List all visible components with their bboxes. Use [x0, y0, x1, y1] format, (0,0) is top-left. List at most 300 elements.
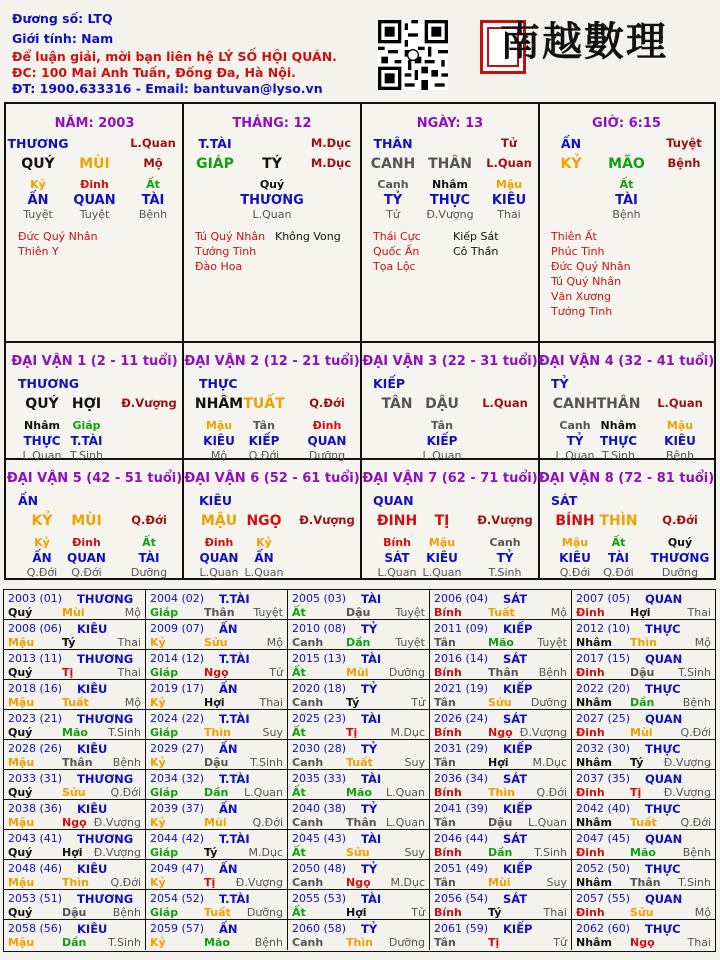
luck-cycle-phase: Q.Đới [131, 513, 167, 527]
luck-cycle-stem: NHÂM [194, 396, 244, 412]
luck-cycle-title: ĐẠI VẬN 5 (42 - 51 tuổi) [6, 471, 183, 486]
year-branch: Tuất [204, 906, 231, 919]
pillar-title: NGÀY: 13 [416, 116, 484, 131]
year-cell[interactable] [4, 650, 146, 680]
year-phase: T.Sinh [250, 756, 283, 769]
year-cell[interactable] [288, 740, 430, 770]
pillar-star: Tú Quý Nhân [551, 275, 622, 288]
luck-cycle-stem: TÂN [381, 396, 413, 412]
year-cell[interactable] [4, 620, 146, 650]
year-cell[interactable] [430, 920, 572, 950]
year-god: THƯƠNG [77, 772, 134, 786]
pillar-cell-r2: L.Quan [486, 156, 532, 170]
year-phase: Mộ [550, 606, 567, 619]
year-stem: Quý [8, 846, 33, 859]
pillar-star: Tú Quý Nhân [195, 230, 266, 243]
pillar-star: Kiếp Sát [453, 230, 499, 243]
pillar-cell-r1: T.TÀI [198, 136, 232, 151]
year-label: 2056 (54) [434, 892, 489, 905]
luck-hidden-phase: L.Quan [244, 566, 284, 579]
year-label: 2029 (27) [150, 742, 205, 755]
year-cell[interactable] [146, 710, 288, 740]
year-phase: Mộ [124, 606, 141, 619]
year-branch: Tị [62, 666, 74, 679]
year-label: 2049 (47) [150, 862, 205, 875]
year-phase: Thai [117, 666, 141, 679]
year-stem: Tân [434, 816, 456, 829]
luck-hidden-stem: Mậu [428, 536, 456, 549]
year-cell[interactable] [288, 620, 430, 650]
pillar-star: Không Vong [275, 230, 341, 243]
year-label: 2020 (18) [292, 682, 347, 695]
year-phase: M.Dục [390, 876, 425, 889]
pillar-cell-h3: L.Quan [252, 208, 292, 221]
year-branch: Ngọ [630, 936, 655, 949]
year-cell[interactable] [288, 650, 430, 680]
pillar-cell-r2: TÝ [262, 156, 282, 172]
annual-luck-table [3, 589, 716, 952]
year-label: 2015 (13) [292, 652, 347, 665]
pillar-cell-h3: Tuyệt [79, 208, 110, 221]
year-god: KIẾP [503, 622, 533, 636]
pillar-title: NĂM: 2003 [54, 116, 135, 131]
year-cell[interactable] [146, 890, 288, 920]
year-god: T.TÀI [219, 832, 250, 846]
year-branch: Mùi [62, 606, 85, 619]
luck-hidden-stem: Mậu [561, 536, 589, 549]
luck-cycle-god: KIÊU [199, 493, 233, 508]
luck-hidden-phase: L.Quan [199, 566, 239, 579]
year-cell[interactable] [288, 590, 430, 620]
pillar-cell-h3: Bệnh [138, 208, 168, 221]
year-stem: Đinh [576, 906, 605, 919]
pillar-cell-h2: ẤN [27, 193, 49, 208]
year-cell[interactable] [288, 800, 430, 830]
year-stem: Bính [434, 666, 462, 679]
year-label: 2019 (17) [150, 682, 205, 695]
luck-cycle-phase: L.Quan [657, 396, 703, 410]
year-cell[interactable] [146, 620, 288, 650]
year-cell[interactable] [572, 740, 715, 770]
pillar-cell-h3: Tử [386, 208, 400, 221]
year-cell[interactable] [288, 860, 430, 890]
year-stem: Canh [292, 876, 324, 889]
year-label: 2011 (09) [434, 622, 489, 635]
year-branch: Dần [346, 636, 371, 649]
year-stem: Mậu [8, 816, 35, 829]
year-stem: Ất [292, 846, 306, 859]
year-branch: Dậu [62, 906, 87, 919]
year-phase: Tuyệt [253, 606, 283, 619]
pillar-cell-r1: M.Dục [310, 136, 352, 150]
year-god: SÁT [503, 652, 528, 666]
year-label: 2052 (50) [576, 862, 631, 875]
year-god: QUAN [645, 832, 683, 846]
year-cell[interactable] [430, 800, 572, 830]
year-label: 2053 (51) [8, 892, 63, 905]
luck-hidden-phase: Dưỡng [661, 566, 699, 579]
year-label: 2032 (30) [576, 742, 631, 755]
year-cell[interactable] [572, 620, 715, 650]
year-cell[interactable] [430, 680, 572, 710]
year-cell[interactable] [430, 740, 572, 770]
year-stem: Kỷ [150, 816, 166, 829]
pillar-cell-h2: QUAN [73, 193, 116, 208]
year-cell[interactable] [288, 680, 430, 710]
year-phase: Đ.Vượng [663, 786, 711, 799]
year-phase: Thai [259, 696, 283, 709]
luck-cycle-god: TỶ [551, 376, 569, 391]
year-label: 2024 (22) [150, 712, 205, 725]
year-label: 2040 (38) [292, 802, 347, 815]
year-branch: Dần [204, 786, 229, 799]
contact-note: Để luận giải, mời bạn liên hệ LÝ SỐ HỘI QUÁN. [12, 49, 337, 64]
year-god: THƯƠNG [77, 712, 134, 726]
year-phase: Bệnh [112, 756, 141, 769]
year-god: TÀI [361, 712, 382, 726]
year-branch: Mùi [630, 726, 653, 739]
luck-hidden-phase: L.Quan [422, 566, 462, 579]
year-branch: Tý [62, 636, 76, 649]
year-stem: Mậu [8, 696, 35, 709]
year-phase: Thai [117, 636, 141, 649]
luck-hidden-stem: Đinh [312, 419, 342, 432]
year-cell[interactable] [430, 770, 572, 800]
gender: Giới tính: Nam [12, 31, 114, 46]
luck-cycle-stem: CANH [552, 396, 598, 412]
year-stem: Nhâm [576, 936, 612, 949]
year-god: TÀI [361, 652, 382, 666]
year-cell[interactable] [288, 890, 430, 920]
year-cell[interactable] [572, 800, 715, 830]
year-cell[interactable] [430, 830, 572, 860]
year-phase: Tuyệt [395, 606, 425, 619]
pillar-star: Văn Xương [551, 290, 611, 303]
luck-hidden-god: KIẾP [426, 434, 458, 448]
luck-hidden-stem: Mậu [666, 419, 694, 432]
year-cell[interactable] [572, 890, 715, 920]
luck-hidden-god: THỰC [23, 434, 61, 448]
year-stem: Tân [434, 876, 456, 889]
year-god: KIẾP [503, 862, 533, 876]
year-cell[interactable] [430, 710, 572, 740]
year-god: THƯƠNG [77, 832, 134, 846]
year-god: SÁT [503, 892, 528, 906]
year-phase: T.Sinh [678, 876, 711, 889]
year-god: THỰC [645, 862, 681, 876]
year-branch: Mão [346, 786, 372, 799]
year-phase: Thai [687, 606, 711, 619]
year-label: 2036 (34) [434, 772, 489, 785]
year-branch: Tuất [62, 696, 89, 709]
luck-hidden-god: ẤN [254, 551, 274, 565]
pillar-star: Đức Quý Nhân [18, 230, 98, 243]
luck-hidden-stem: Tân [253, 419, 275, 432]
luck-hidden-god: KIẾP [248, 434, 280, 448]
year-stem: Giáp [150, 906, 179, 919]
luck-hidden-god: SÁT [384, 551, 410, 565]
year-cell[interactable] [572, 710, 715, 740]
luck-hidden-stem: Canh [559, 419, 591, 432]
luck-cycle-branch: TUẤT [243, 396, 285, 412]
pillar-cell-r2: Bệnh [667, 156, 701, 170]
luck-hidden-god: T.TÀI [70, 434, 103, 448]
year-label: 2057 (55) [576, 892, 631, 905]
year-cell[interactable] [146, 770, 288, 800]
luck-cycle-branch: THÂN [596, 396, 641, 412]
year-cell[interactable] [4, 740, 146, 770]
year-cell[interactable] [572, 680, 715, 710]
year-branch: Sửu [204, 636, 228, 649]
year-stem: Nhâm [576, 876, 612, 889]
year-stem: Bính [434, 726, 462, 739]
luck-cycle-phase: Đ.Vượng [299, 513, 355, 527]
year-god: QUAN [645, 772, 683, 786]
year-branch: Thân [630, 876, 661, 889]
year-cell[interactable] [4, 590, 146, 620]
pillar-cell-h1: Quý [259, 178, 285, 191]
year-stem: Kỷ [150, 876, 166, 889]
year-stem: Kỷ [150, 756, 166, 769]
pillar-cell-r1: ẤN [560, 136, 582, 151]
year-stem: Đinh [576, 786, 605, 799]
year-god: KIẾP [503, 802, 533, 816]
year-branch: Sửu [630, 906, 654, 919]
year-cell[interactable] [146, 590, 288, 620]
year-label: 2041 (39) [434, 802, 489, 815]
year-god: KIẾP [503, 922, 533, 936]
year-cell[interactable] [572, 920, 715, 950]
pillar-cell-h2: TÀI [141, 193, 165, 208]
year-label: 2009 (07) [150, 622, 205, 635]
luck-cycle-phase: Đ.Vượng [121, 396, 177, 410]
qr-code-icon[interactable] [378, 20, 448, 90]
year-branch: Thân [488, 666, 519, 679]
pillar-cell-h1: Ất [619, 178, 634, 191]
luck-hidden-stem: Tân [431, 419, 453, 432]
luck-hidden-god: TÀI [138, 551, 160, 565]
year-cell[interactable] [4, 770, 146, 800]
luck-hidden-stem: Kỷ [34, 536, 50, 549]
year-cell[interactable] [146, 800, 288, 830]
year-cell[interactable] [4, 860, 146, 890]
year-stem: Ất [292, 906, 306, 919]
year-cell[interactable] [430, 890, 572, 920]
year-branch: Thìn [346, 936, 373, 949]
pillar-cell-h1: Canh [377, 178, 409, 191]
pillar-cell-r2: QUÝ [21, 156, 55, 172]
year-cell[interactable] [572, 770, 715, 800]
year-label: 2033 (31) [8, 772, 63, 785]
year-cell[interactable] [572, 830, 715, 860]
year-god: TÀI [361, 832, 382, 846]
year-cell[interactable] [4, 920, 146, 950]
year-label: 2018 (16) [8, 682, 63, 695]
year-branch: Tý [204, 846, 218, 859]
luck-cycle-title: ĐẠI VẬN 2 (12 - 21 tuổi) [184, 354, 360, 369]
year-cell[interactable] [430, 650, 572, 680]
luck-hidden-god: TÀI [607, 551, 630, 565]
luck-hidden-stem: Kỷ [256, 536, 272, 549]
year-cell[interactable] [146, 860, 288, 890]
year-god: T.TÀI [219, 712, 250, 726]
pillar-star: Thiên Ất [551, 230, 597, 243]
year-cell[interactable] [430, 590, 572, 620]
year-phase: Bệnh [538, 666, 567, 679]
year-stem: Giáp [150, 606, 179, 619]
year-phase: Đ.Vượng [663, 756, 711, 769]
luck-hidden-phase: Dưỡng [130, 566, 168, 579]
year-stem: Bính [434, 906, 462, 919]
year-branch: Ngọ [488, 726, 513, 739]
year-cell[interactable] [572, 650, 715, 680]
luck-hidden-god: TỶ [496, 551, 514, 565]
luck-hidden-phase: T.Sinh [602, 449, 635, 462]
year-branch: Dần [62, 936, 87, 949]
luck-hidden-stem: Đinh [72, 536, 101, 549]
year-cell[interactable] [146, 830, 288, 860]
pillar-star: Đào Hoa [195, 260, 243, 273]
year-branch: Thân [346, 816, 377, 829]
pillar-cell-r2: M.Dục [310, 156, 352, 170]
year-cell[interactable] [146, 740, 288, 770]
year-cell[interactable] [4, 830, 146, 860]
year-stem: Bính [434, 846, 462, 859]
luck-hidden-phase: Bệnh [665, 449, 695, 462]
year-god: KIÊU [77, 622, 108, 636]
year-phase: T.Sinh [678, 666, 711, 679]
pillar-star: Tướng Tinh [195, 245, 257, 258]
year-stem: Tân [434, 936, 456, 949]
year-cell[interactable] [146, 680, 288, 710]
pillar-cell-h1: Kỷ [30, 178, 46, 191]
year-cell[interactable] [288, 830, 430, 860]
year-label: 2051 (49) [434, 862, 489, 875]
year-god: THỰC [645, 742, 681, 756]
header [0, 0, 720, 100]
luck-hidden-god: TỶ [566, 434, 584, 448]
year-label: 2061 (59) [434, 922, 489, 935]
year-stem: Tân [434, 696, 456, 709]
year-stem: Kỷ [150, 696, 166, 709]
luck-hidden-phase: Q.Đới [603, 566, 634, 579]
year-cell[interactable] [146, 920, 288, 950]
luck-cycle-god: THỰC [199, 376, 238, 391]
year-label: 2046 (44) [434, 832, 489, 845]
luck-cycle-phase: Q.Đới [309, 396, 345, 410]
year-god: KIÊU [77, 862, 108, 876]
luck-cycle-god: QUAN [373, 493, 414, 508]
year-stem: Giáp [150, 666, 179, 679]
year-branch: Hợi [488, 756, 509, 769]
year-cell[interactable] [4, 800, 146, 830]
year-label: 2045 (43) [292, 832, 347, 845]
year-god: TỶ [361, 622, 378, 636]
year-label: 2004 (02) [150, 592, 205, 605]
year-god: SÁT [503, 712, 528, 726]
year-phase: Mộ [694, 906, 711, 919]
year-stem: Giáp [150, 846, 179, 859]
year-label: 2014 (12) [150, 652, 205, 665]
year-cell[interactable] [572, 860, 715, 890]
year-label: 2027 (25) [576, 712, 631, 725]
year-cell[interactable] [288, 710, 430, 740]
year-cell[interactable] [288, 770, 430, 800]
year-branch: Dậu [204, 756, 229, 769]
year-stem: Quý [8, 786, 33, 799]
year-cell[interactable] [4, 680, 146, 710]
year-cell[interactable] [146, 650, 288, 680]
luck-cycle-phase: Q.Đới [662, 513, 698, 527]
year-branch: Tị [630, 786, 642, 799]
year-label: 2042 (40) [576, 802, 631, 815]
luck-hidden-god: QUAN [307, 434, 347, 448]
year-cell[interactable] [288, 920, 430, 950]
pillar-star: Quốc Ấn [373, 245, 420, 258]
pillar-star: Đức Quý Nhân [551, 260, 631, 273]
year-cell[interactable] [4, 710, 146, 740]
year-god: TỶ [361, 862, 378, 876]
luck-cycle-phase: L.Quan [482, 396, 528, 410]
year-phase: M.Dục [248, 846, 283, 859]
year-cell[interactable] [430, 620, 572, 650]
year-phase: Tuyệt [395, 636, 425, 649]
luck-cycle-stem: MẬU [200, 513, 238, 529]
year-stem: Giáp [150, 726, 179, 739]
year-branch: Thân [204, 606, 235, 619]
luck-hidden-stem: Mậu [205, 419, 233, 432]
year-cell[interactable] [430, 860, 572, 890]
pillar-cell-h3: Đ.Vượng [426, 208, 474, 221]
year-label: 2060 (58) [292, 922, 347, 935]
year-god: ẤN [219, 802, 238, 816]
year-label: 2008 (06) [8, 622, 63, 635]
four-pillars-chart [4, 102, 716, 580]
year-phase: Tử [411, 696, 425, 709]
year-phase: L.Quan [386, 816, 425, 829]
year-branch: Hợi [204, 696, 225, 709]
luck-cycle-branch: MÙI [71, 513, 102, 529]
year-phase: Dưỡng [246, 906, 283, 919]
year-phase: Tuyệt [537, 636, 567, 649]
year-stem: Canh [292, 636, 324, 649]
pillar-star: Tọa Lộc [373, 260, 416, 273]
year-god: KIÊU [77, 922, 108, 936]
year-phase: L.Quan [528, 816, 567, 829]
year-cell[interactable] [4, 890, 146, 920]
luck-cycle-stem: QUÝ [25, 396, 59, 412]
year-cell[interactable] [572, 590, 715, 620]
year-phase: L.Quan [386, 786, 425, 799]
luck-hidden-god: ẤN [32, 551, 52, 565]
year-god: THƯƠNG [77, 892, 134, 906]
pillar-cell-r1: Tuyệt [666, 136, 702, 150]
year-label: 2007 (05) [576, 592, 631, 605]
year-label: 2044 (42) [150, 832, 205, 845]
luck-cycle-stem: KỶ [31, 513, 53, 529]
luck-cycle-branch: HỢI [71, 396, 102, 412]
year-god: SÁT [503, 772, 528, 786]
year-branch: Tuất [488, 606, 515, 619]
year-label: 2047 (45) [576, 832, 631, 845]
luck-hidden-god: THỰC [599, 434, 638, 448]
year-god: TỶ [361, 802, 378, 816]
year-branch: Dần [630, 696, 655, 709]
year-stem: Bính [434, 786, 462, 799]
year-label: 2039 (37) [150, 802, 205, 815]
luck-cycle-phase: Đ.Vượng [477, 513, 533, 527]
year-label: 2048 (46) [8, 862, 63, 875]
